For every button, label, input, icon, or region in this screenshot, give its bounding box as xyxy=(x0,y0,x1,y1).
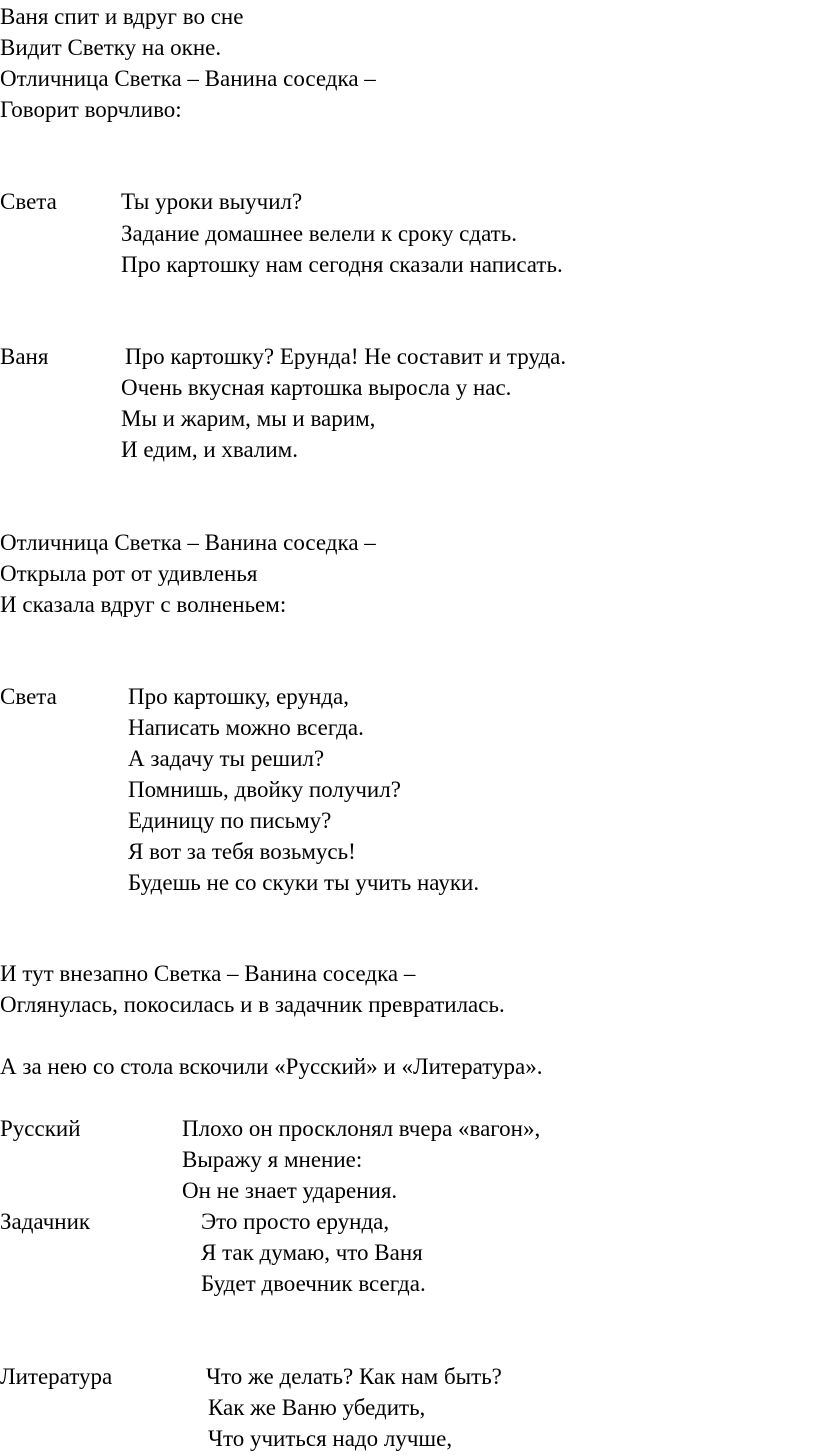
poem-line: Оглянулась, покосилась и в задачник превратилась. xyxy=(0,992,505,1017)
speaker-name: Света xyxy=(0,189,57,214)
dialog-line: Выражу я мнение: xyxy=(182,1147,363,1172)
dialog-line: Мы и жарим, мы и варим, xyxy=(121,406,376,431)
dialog-line: Написать можно всегда. xyxy=(128,715,364,740)
dialog-line: Очень вкусная картошка выросла у нас. xyxy=(121,375,512,400)
poem-line: И сказала вдруг с волненьем: xyxy=(0,592,287,617)
speaker-name: Русский xyxy=(0,1116,81,1141)
dialog-line: Как же Ваню убедить, xyxy=(208,1395,426,1420)
poem-line: Говорит ворчливо: xyxy=(0,97,182,122)
dialog-line: Что учиться надо лучше, xyxy=(208,1426,453,1451)
dialog-line: Ты уроки выучил? xyxy=(121,189,303,214)
poem-line: Видит Светку на окне. xyxy=(0,35,222,60)
dialog-line: Единицу по письму? xyxy=(128,808,332,833)
dialog-line: Про картошку? Ерунда! Не составит и труда. xyxy=(125,344,567,369)
dialog-line: Про картошку нам сегодня сказали написать. xyxy=(121,252,563,277)
poem-line: Ваня спит и вдруг во сне xyxy=(0,4,244,29)
dialog-line: Задание домашнее велели к сроку сдать. xyxy=(121,221,517,246)
dialog-line: Будешь не со скуки ты учить науки. xyxy=(128,870,480,895)
speaker-name: Литература xyxy=(0,1364,113,1389)
poem-line: И тут внезапно Светка – Ванина соседка – xyxy=(0,961,416,986)
poem-line: Отличница Светка – Ванина соседка – xyxy=(0,530,376,555)
speaker-name: Задачник xyxy=(0,1209,91,1234)
speaker-name: Света xyxy=(0,684,57,709)
dialog-line: Это просто ерунда, xyxy=(201,1209,390,1234)
dialog-line: Плохо он просклонял вчера «вагон», xyxy=(182,1116,541,1141)
dialog-line: Что же делать? Как нам быть? xyxy=(206,1364,502,1389)
poem-line: Отличница Светка – Ванина соседка – xyxy=(0,66,376,91)
dialog-line: Будет двоечник всегда. xyxy=(201,1271,426,1296)
poem-line: Открыла рот от удивленья xyxy=(0,561,258,586)
dialog-line: Я вот за тебя возьмусь! xyxy=(128,839,356,864)
speaker-name: Ваня xyxy=(0,344,49,369)
dialog-line: А задачу ты решил? xyxy=(128,746,325,771)
dialog-line: Я так думаю, что Ваня xyxy=(201,1240,423,1265)
poem-line: А за нею со стола вскочили «Русский» и «Литература». xyxy=(0,1054,543,1079)
dialog-line: И едим, и хвалим. xyxy=(121,437,298,462)
dialog-line: Помнишь, двойку получил? xyxy=(128,777,401,802)
dialog-line: Он не знает ударения. xyxy=(182,1178,398,1203)
dialog-line: Про картошку, ерунда, xyxy=(128,684,349,709)
